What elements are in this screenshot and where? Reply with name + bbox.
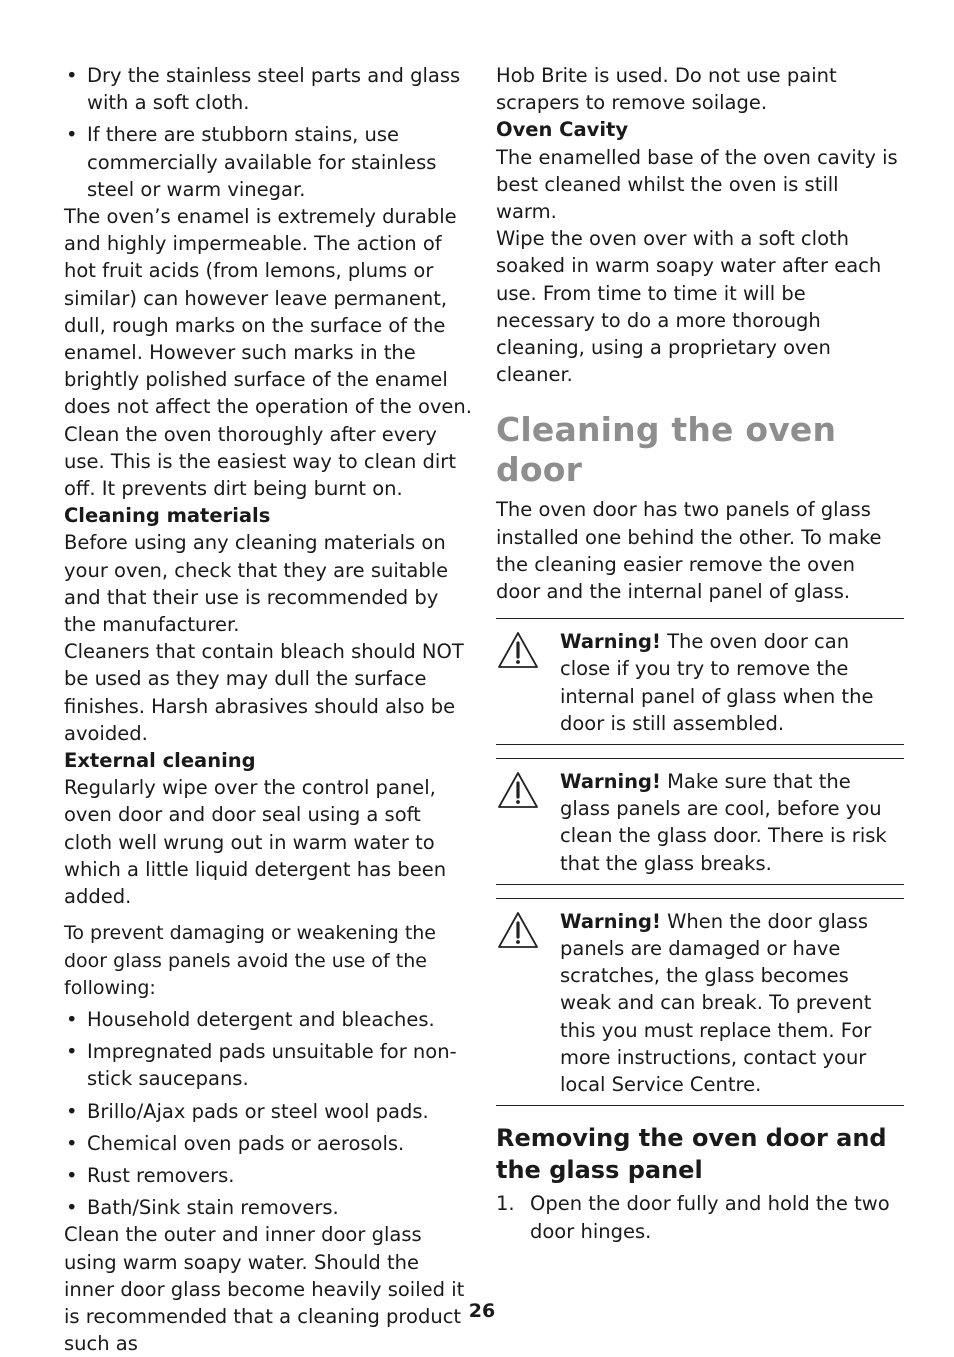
warning-box-3	[496, 898, 904, 1106]
continuation-paragraph: Hob Brite is used. Do not use paint scrapers to remove soilage.	[496, 64, 837, 115]
warning-triangle-icon	[496, 628, 560, 737]
warning-box-2	[496, 758, 904, 885]
enamel-paragraph: The oven’s enamel is extremely durable and highly impermeable. The action of hot fruit acids (from lemons, plums or similar) can however leave permanent, dull, rough marks on the surface of the enamel. However such marks in the brightly polished surface of the enamel does not affect the operation of the oven. Clean the oven thoroughly after every use. This is the easiest way to clean dirt off. It prevents dirt being burnt on.	[64, 205, 472, 501]
warning-text: Make sure that the glass panels are cool, before you clean the glass door. There is risk that the glass breaks.	[560, 770, 887, 875]
stainless-tips-list	[64, 62, 474, 203]
warning-label: Warning!	[560, 630, 661, 654]
step-number: 1.	[496, 1192, 515, 1216]
warning-triangle-icon	[496, 768, 560, 877]
cleaning-materials-heading: Cleaning materials	[64, 504, 271, 528]
cleaning-materials-paragraph-1: Before using any cleaning materials on your oven, check that they are suitable and that their use is recommended by the manufacturer.	[64, 531, 449, 637]
list-item: • Household detergent and bleaches.	[64, 1006, 474, 1033]
warning-triangle-icon	[496, 908, 560, 1098]
removing-steps-list	[496, 1190, 904, 1244]
list-item: • Dry the stainless steel parts and glass with a soft cloth.	[64, 62, 474, 116]
list-item: • Impregnated pads unsuitable for non-stick saucepans.	[64, 1038, 474, 1092]
warning-label: Warning!	[560, 770, 661, 794]
oven-door-paragraph: The oven door has two panels of glass installed one behind the other. To make the cleaning easier remove the oven door and the internal panel of glass.	[496, 498, 882, 604]
external-cleaning-paragraph: Regularly wipe over the control panel, oven door and door seal using a soft cloth well wrung out in warm water to which a little liquid detergent has been added.	[64, 776, 447, 909]
right-column	[496, 62, 904, 1245]
warning-label: Warning!	[560, 909, 661, 933]
glass-cleaning-paragraph: Clean the outer and inner door glass using warm soapy water. Should the inner door glass become heavily soiled it is recommended that a cleaning product such as	[64, 1223, 465, 1356]
avoid-lead-text: To prevent damaging or weakening the door glass panels avoid the use of the following:	[64, 922, 436, 999]
step-text: Open the door fully and hold the two door hinges.	[530, 1192, 890, 1243]
warning-text: The oven door can close if you try to remove the internal panel of glass when the door is still assembled.	[560, 630, 874, 735]
warning-text: When the door glass panels are damaged or have scratches, the glass becomes weak and can break. To prevent this you must replace them. For more instructions, contact your local Service Centre.	[560, 909, 872, 1097]
warning-box-1	[496, 618, 904, 745]
left-column	[64, 62, 474, 1357]
list-item	[496, 1190, 904, 1244]
list-item: • Chemical oven pads or aerosols.	[64, 1130, 474, 1157]
list-item: • Brillo/Ajax pads or steel wool pads.	[64, 1098, 474, 1125]
page-number: 26	[468, 1300, 496, 1322]
cleaning-oven-door-heading: Cleaning the oven door	[496, 410, 837, 490]
cleaning-materials-paragraph-2: Cleaners that contain bleach should NOT be used as they may dull the surface finishes. Harsh abrasives should also be avoided.	[64, 640, 464, 745]
oven-cavity-paragraph-2: Wipe the oven over with a soft cloth soaked in warm soapy water after each use. From time to time it will be necessary to do a more thorough cleaning, using a proprietary oven cleaner.	[496, 227, 882, 387]
list-item: • Bath/Sink stain removers.	[64, 1194, 474, 1221]
oven-cavity-paragraph-1: The enamelled base of the oven cavity is best cleaned whilst the oven is still warm.	[496, 145, 898, 224]
avoid-list	[64, 1006, 474, 1221]
list-item: • If there are stubborn stains, use commercially available for stainless steel or warm vinegar.	[64, 121, 474, 203]
list-item: • Rust removers.	[64, 1162, 474, 1189]
external-cleaning-heading: External cleaning	[64, 749, 256, 773]
oven-cavity-heading: Oven Cavity	[496, 118, 629, 142]
removing-door-heading: Removing the oven door and the glass panel	[496, 1124, 887, 1185]
